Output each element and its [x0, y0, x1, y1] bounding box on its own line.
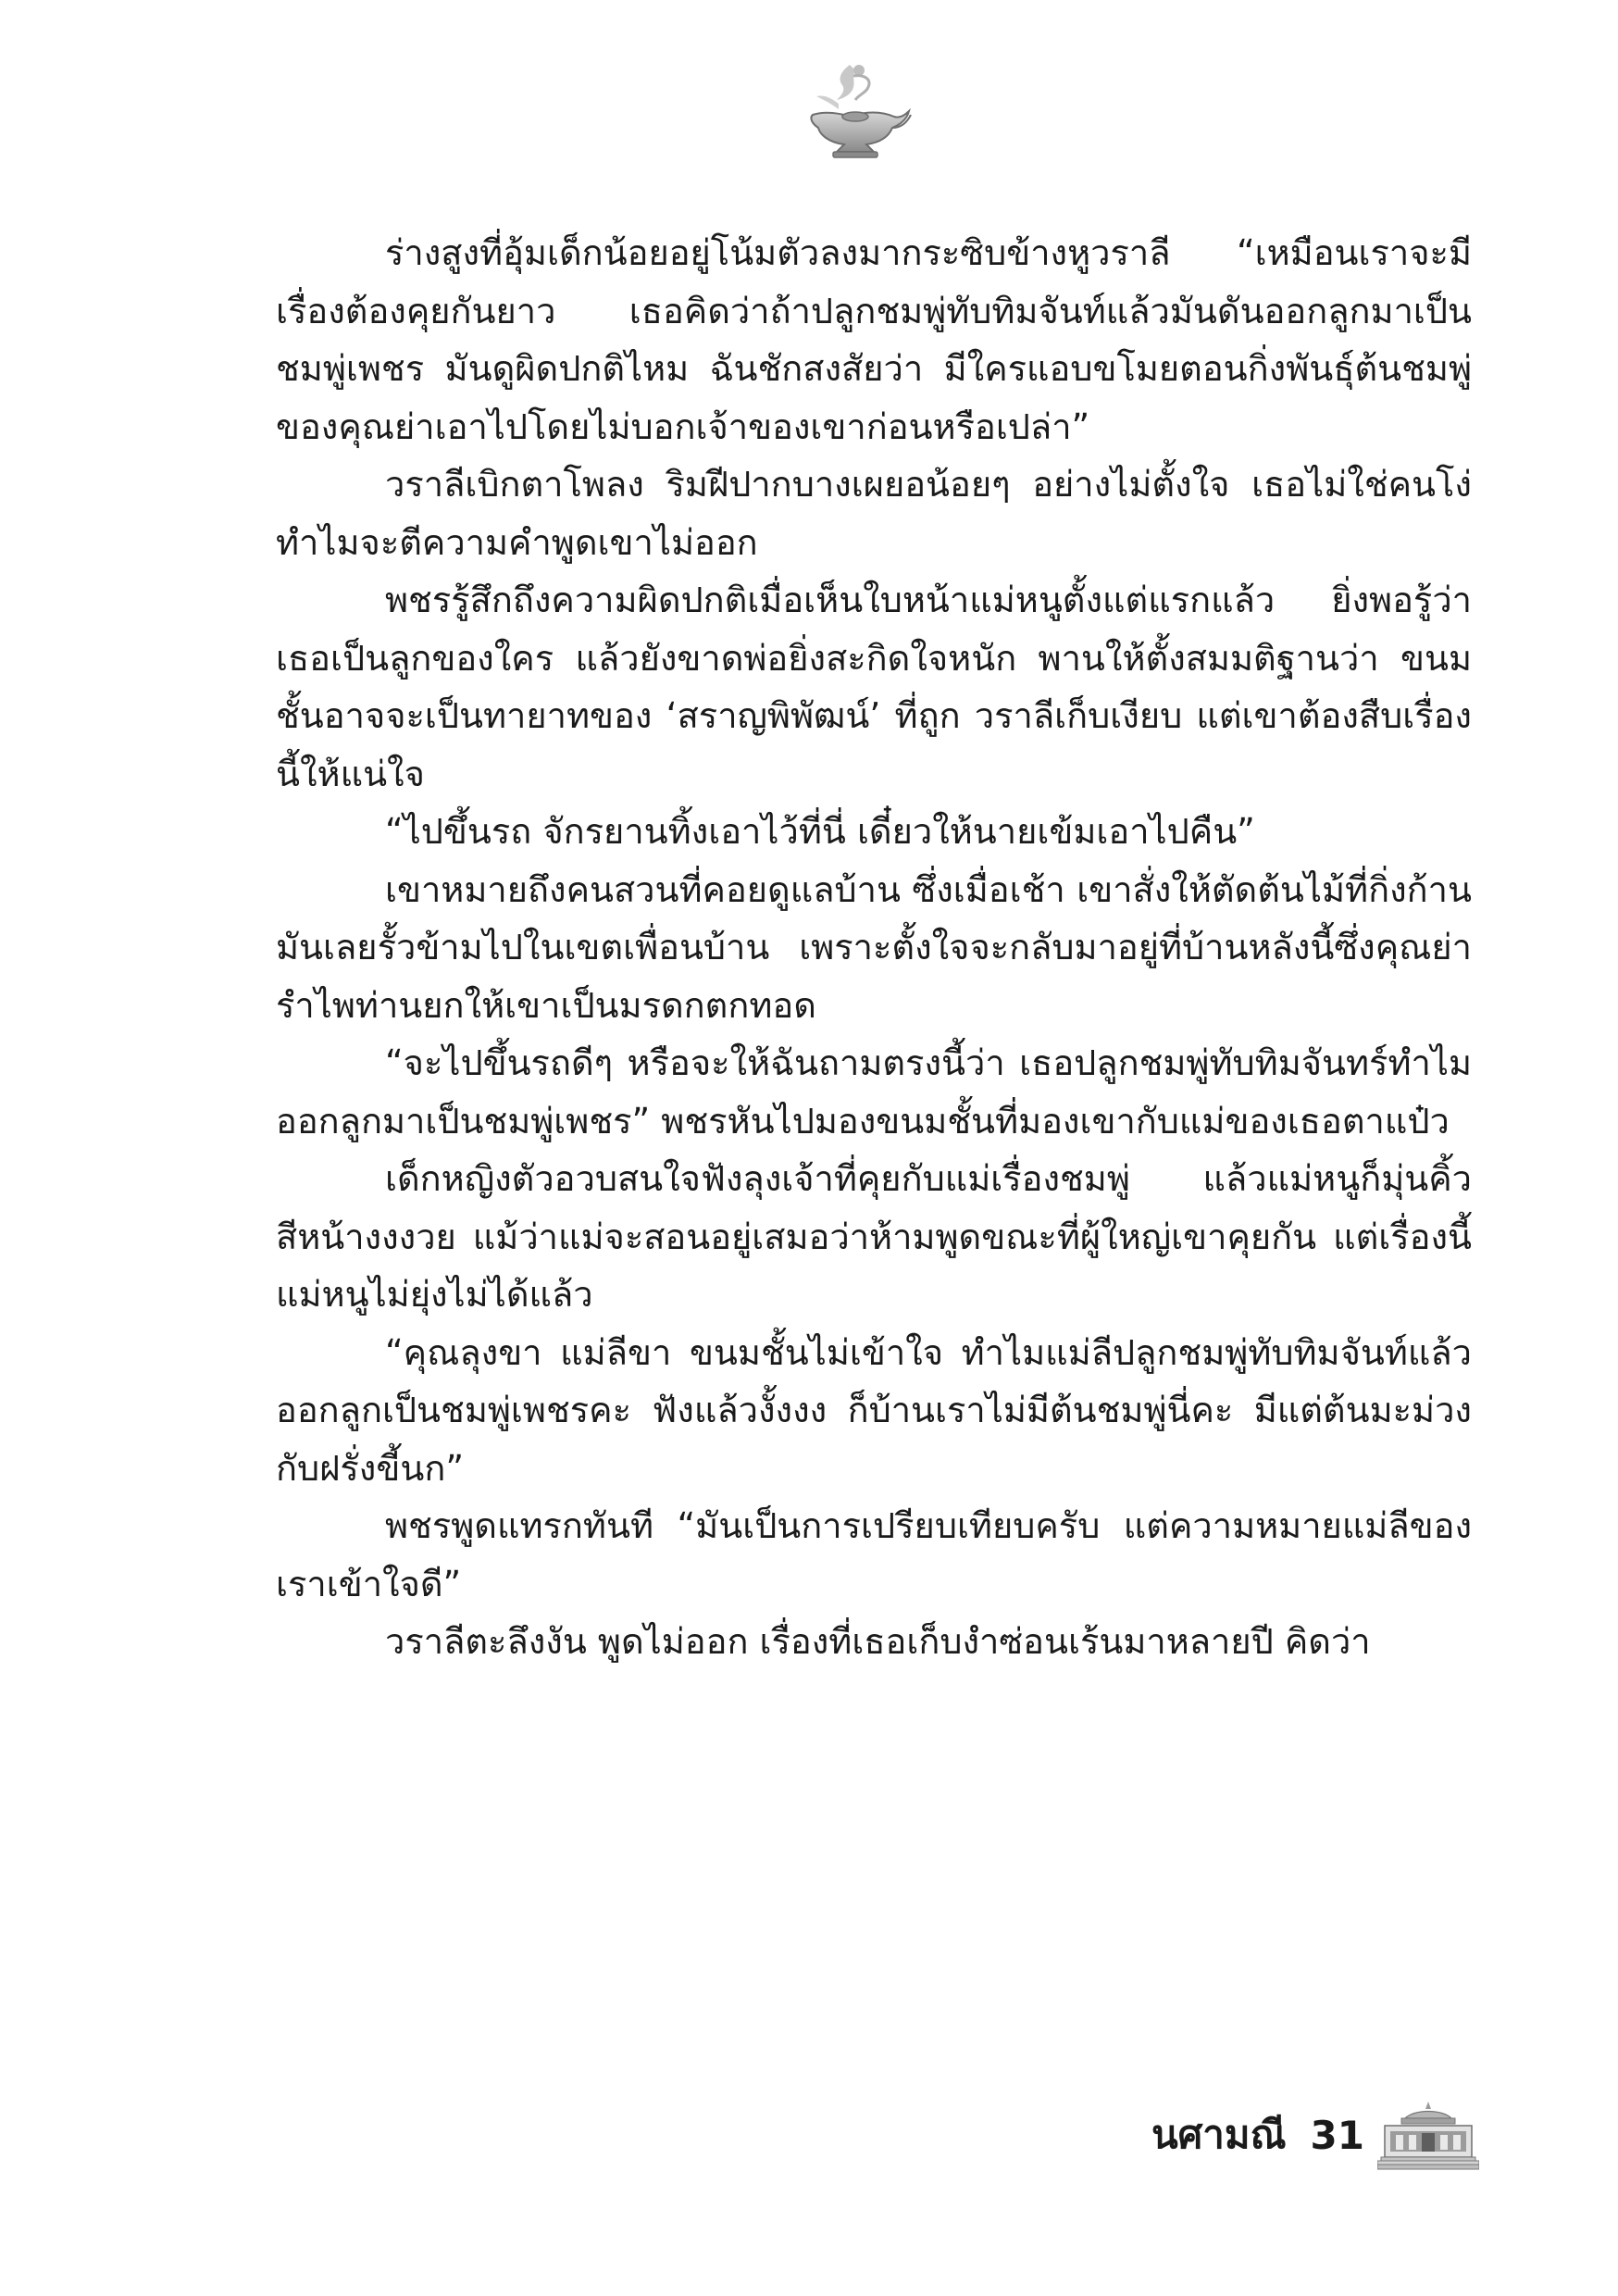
paragraph: ร่างสูงที่อุ้มเด็กน้อยอยู่โน้มตัวลงมากระซิบข้างหูวราลี “เหมือนเราจะมีเรื่องต้องคุยกันยาว เธอคิดว่าถ้าปลูกชมพู่ทับทิมจันท์แล้วมันดันออกลูกมาเป็นชมพู่เพชร มันดูผิดปกติไหม ฉันชักสงสัยว่า มีใครแอบขโมยตอนกิ่งพันธุ์ต้นชมพู่ของคุณย่าเอาไปโดยไม่บอกเจ้าของเขาก่อนหรือเปล่า” [276, 232, 1472, 447]
paragraph: เขาหมายถึงคนสวนที่คอยดูแลบ้าน ซึ่งเมื่อเช้า เขาสั่งให้ตัดต้นไม้ที่กิ่งก้านมันเลยรั้วข้ามไปในเขตเพื่อนบ้าน เพราะตั้งใจจะกลับมาอยู่ที่บ้านหลังนี้ซึ่งคุณย่ารำไพท่านยกให้เขาเป็นมรดกตกทอด [276, 868, 1472, 1026]
author-name: นศามณี [1151, 2112, 1287, 2157]
paragraph: วราลีตะลึงงัน พูดไม่ออก เรื่องที่เธอเก็บงำซ่อนเร้นมาหลายปี คิดว่า [385, 1621, 1371, 1662]
paragraph: วราลีเบิกตาโพลง ริมฝีปากบางเผยอน้อยๆ อย่างไม่ตั้งใจ เธอไม่ใช่คนโง่ ทำไมจะตีความคำพูดเขาไม่ออก [276, 464, 1472, 563]
palace-building-icon [1377, 2098, 1479, 2172]
page-footer [1151, 2089, 1479, 2181]
paragraph: พชรรู้สึกถึงความผิดปกติเมื่อเห็นใบหน้าแม่หนูตั้งแต่แรกแล้ว ยิ่งพอรู้ว่าเธอเป็นลูกของใคร แล้วยังขาดพ่อยิ่งสะกิดใจหนัก พานให้ตั้งสมมติฐานว่า ขนมชั้นอาจจะเป็นทายาทของ ‘สราญพิพัฒน์’ ที่ถูก วราลีเก็บเงียบ แต่เขาต้องสืบเรื่องนี้ให้แน่ใจ [276, 580, 1472, 794]
genie-lamp-icon [796, 57, 916, 168]
paragraph: เด็กหญิงตัวอวบสนใจฟังลุงเจ้าที่คุยกับแม่เรื่องชมพู่ แล้วแม่หนูก็มุ่นคิ้วสีหน้างงงวย แม้ว่าแม่จะสอนอยู่เสมอว่าห้ามพูดขณะที่ผู้ใหญ่เขาคุยกัน แต่เรื่องนี้แม่หนูไม่ยุ่งไม่ได้แล้ว [276, 1158, 1472, 1315]
body-text [276, 224, 1472, 1671]
paragraph: พชรพูดแทรกทันที “มันเป็นการเปรียบเทียบครับ แต่ความหมายแม่ลีของเราเข้าใจดี” [276, 1505, 1472, 1604]
paragraph: “จะไปขึ้นรถดีๆ หรือจะให้ฉันถามตรงนี้ว่า เธอปลูกชมพู่ทับทิมจันทร์ทำไมออกลูกมาเป็นชมพู่เพชร” พชรหันไปมองขนมชั้นที่มองเขากับแม่ของเธอตาแป๋ว [276, 1042, 1472, 1142]
paragraph: “คุณลุงขา แม่ลีขา ขนมชั้นไม่เข้าใจ ทำไมแม่ลีปลูกชมพู่ทับทิมจันท์แล้วออกลูกเป็นชมพู่เพชรคะ ฟังแล้วงั้งงง ก็บ้านเราไม่มีต้นชมพู่นี่คะ มีแต่ต้นมะม่วง กับฝรั่งขี้นก” [276, 1331, 1472, 1489]
paragraph: “ไปขึ้นรถ จักรยานทิ้งเอาไว้ที่นี่ เดี๋ยวให้นายเข้มเอาไปคืน” [385, 811, 1255, 852]
page-number: 31 [1310, 2112, 1364, 2158]
